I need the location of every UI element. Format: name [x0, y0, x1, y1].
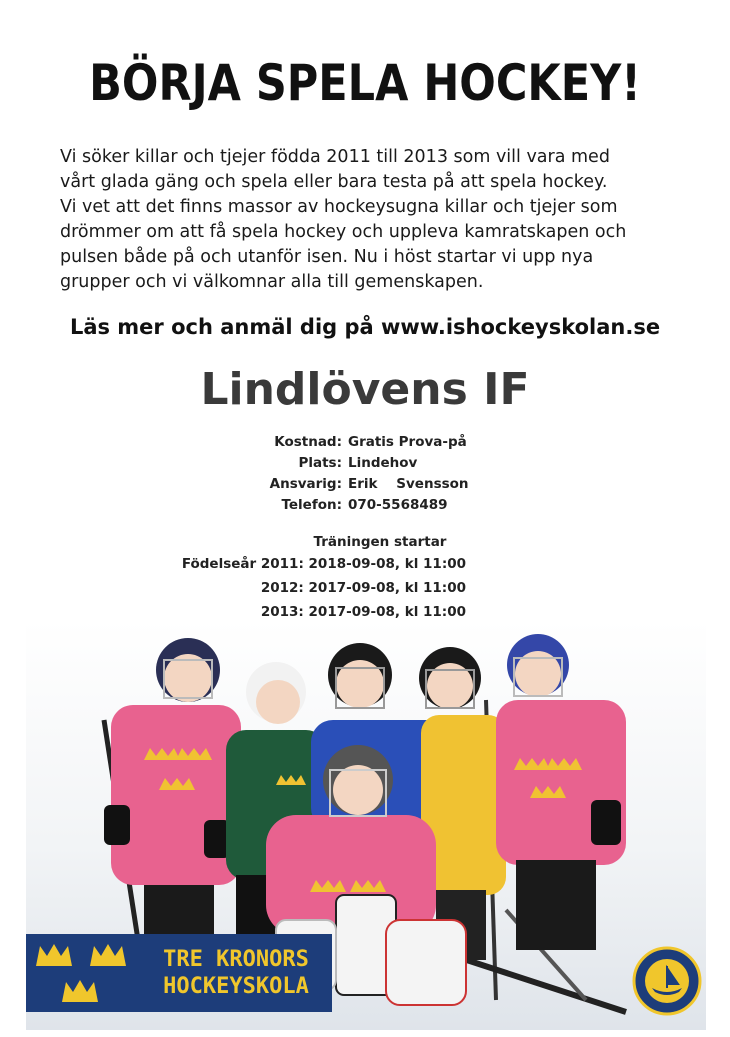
info-value: Lindehov [348, 455, 418, 471]
federation-seal-icon [632, 946, 702, 1016]
intro-line: Vi söker killar och tjejer födda 2011 till 2013 som vill vara med [60, 147, 610, 167]
info-label: Kostnad: [274, 434, 342, 450]
intro-line: pulsen både på och utanför isen. Nu i höst startar vi upp nya [60, 247, 594, 267]
training-line-2013: 2013: 2017-09-08, kl 11:00 [260, 604, 466, 620]
training-schedule [0, 534, 730, 620]
club-name: Lindlövens IF [200, 364, 530, 415]
intro-line: vårt glada gäng och spela eller bara testa på att spela hockey. [60, 172, 608, 192]
crowns-icon [26, 934, 146, 1012]
info-value: 070-5568489 [348, 497, 448, 513]
intro-line: grupper och vi välkomnar alla till gemenskapen. [60, 272, 484, 292]
training-line-2011: Födelseår 2011: 2018-09-08, kl 11:00 [181, 556, 466, 572]
badge-line-2: HOCKEYSKOLA [163, 974, 309, 999]
info-table [0, 434, 730, 518]
tre-kronor-badge [26, 934, 332, 1012]
info-row-plats [0, 455, 730, 476]
info-label: Ansvarig: [269, 476, 342, 492]
badge-line-1: TRE KRONORS [163, 947, 309, 972]
info-value: Erik Svensson [348, 476, 469, 492]
intro-line: Vi vet att det finns massor av hockeysugna killar och tjejer som [60, 197, 618, 217]
info-label: Telefon: [281, 497, 342, 513]
intro-paragraph [60, 145, 700, 295]
training-heading: Träningen startar [313, 534, 447, 550]
info-value: Gratis Prova-på [348, 434, 467, 450]
headline: BÖRJA SPELA HOCKEY! [89, 54, 641, 112]
intro-line: drömmer om att få spela hockey och uppleva kamratskapen och [60, 222, 627, 242]
info-row-telefon [0, 497, 730, 518]
info-label: Plats: [298, 455, 342, 471]
info-row-kostnad [0, 434, 730, 455]
training-line-2012: 2012: 2017-09-08, kl 11:00 [260, 580, 466, 596]
signup-cta[interactable]: Läs mer och anmäl dig på www.ishockeyskolan.se [69, 315, 661, 339]
info-row-ansvarig [0, 476, 730, 497]
